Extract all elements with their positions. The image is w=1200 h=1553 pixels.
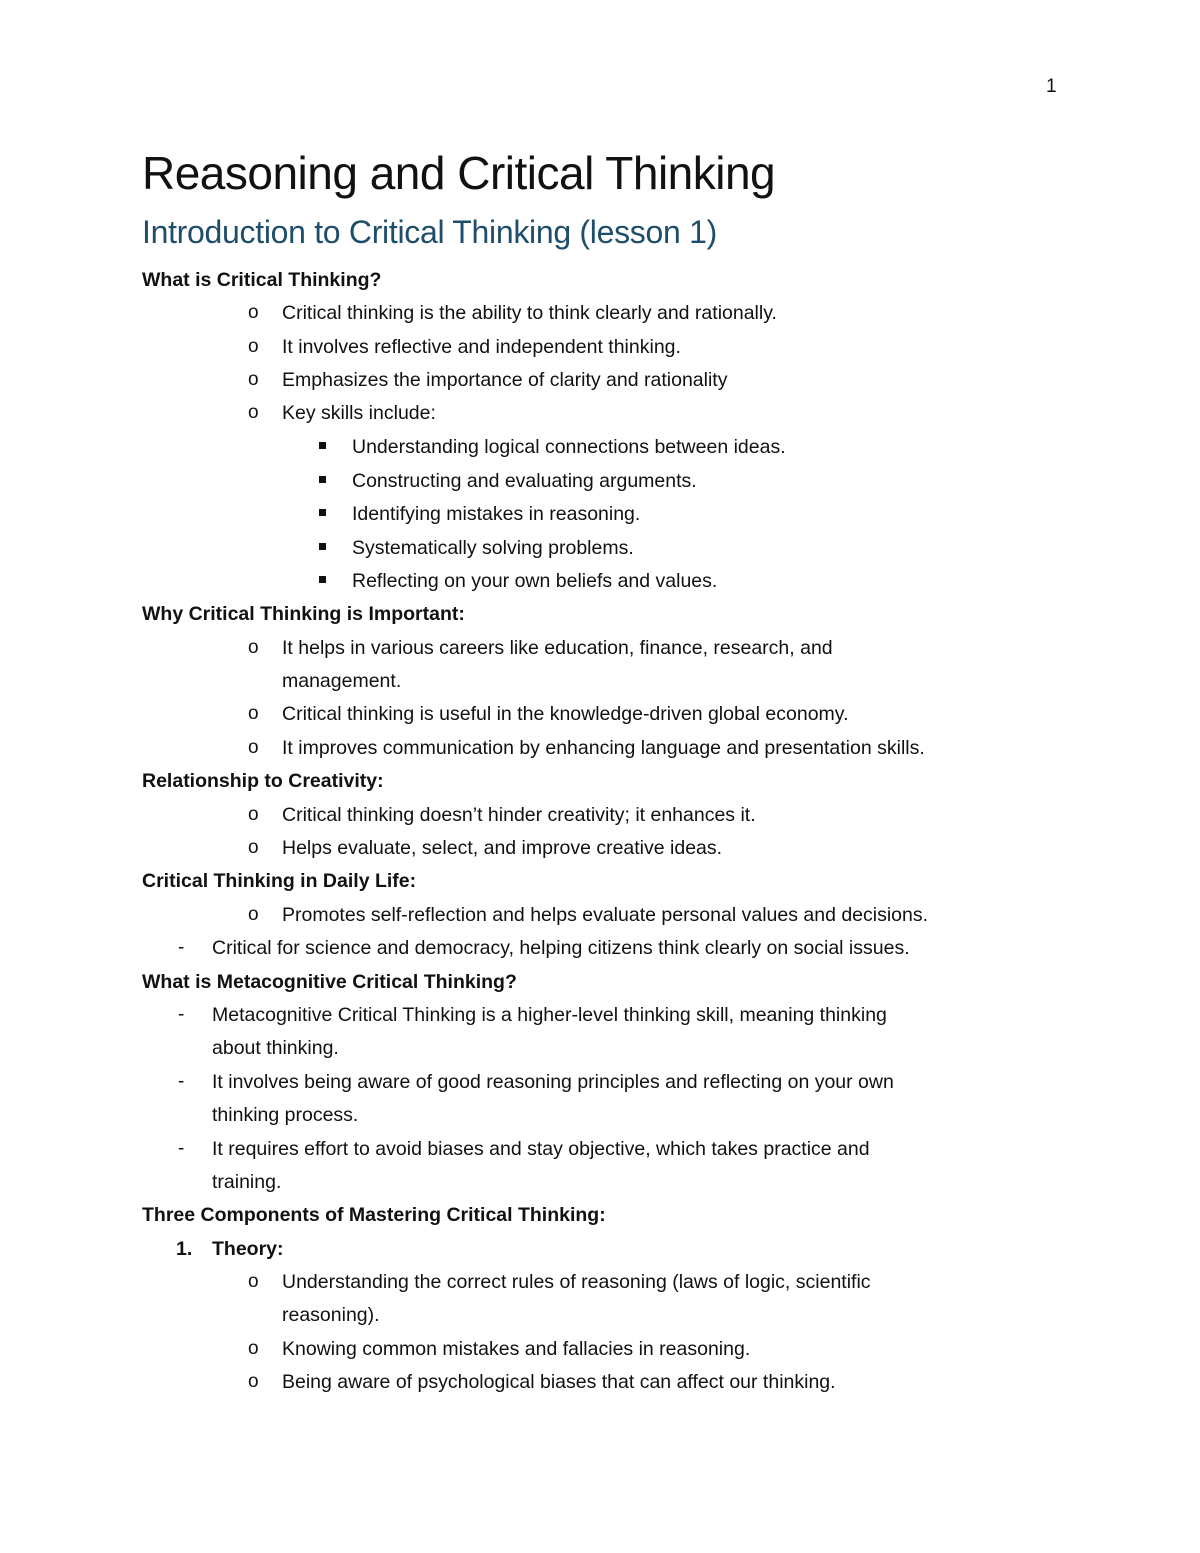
sub-list-item: Constructing and evaluating arguments.	[352, 470, 697, 492]
bullet-circle: o	[248, 637, 259, 658]
list-item: Metacognitive Critical Thinking is a higher-level thinking skill, meaning thinking	[212, 1004, 887, 1026]
bullet-circle: o	[248, 837, 259, 858]
list-item-continuation: about thinking.	[212, 1037, 339, 1059]
bullet-circle: o	[248, 1338, 259, 1359]
page-number: 1	[1046, 76, 1057, 97]
list-item: It involves being aware of good reasoning principles and reflecting on your own	[212, 1071, 894, 1093]
list-item-continuation: training.	[212, 1171, 282, 1193]
bullet-circle: o	[248, 904, 259, 925]
bullet-dash: -	[178, 1004, 185, 1025]
list-item: Critical thinking is useful in the knowledge-driven global economy.	[282, 703, 849, 725]
list-item: Helps evaluate, select, and improve creative ideas.	[282, 837, 723, 859]
list-item: Knowing common mistakes and fallacies in reasoning.	[282, 1338, 751, 1360]
sub-list-item: Identifying mistakes in reasoning.	[352, 503, 641, 525]
page-subtitle: Introduction to Critical Thinking (lesson 1)	[142, 214, 717, 250]
bullet-square-icon	[319, 576, 326, 583]
list-item-continuation: reasoning).	[282, 1304, 380, 1326]
list-item: Critical for science and democracy, helping citizens think clearly on social issues.	[212, 937, 910, 959]
bullet-circle: o	[248, 402, 259, 423]
section-heading-what-is: What is Critical Thinking?	[142, 269, 382, 291]
bullet-circle: o	[248, 1271, 259, 1292]
bullet-circle: o	[248, 804, 259, 825]
bullet-square-icon	[319, 442, 326, 449]
section-heading-why: Why Critical Thinking is Important:	[142, 603, 465, 625]
list-item: Emphasizes the importance of clarity and rationality	[282, 369, 728, 391]
section-heading-components: Three Components of Mastering Critical Thinking:	[142, 1204, 606, 1226]
bullet-circle: o	[248, 737, 259, 758]
list-item: Being aware of psychological biases that can affect our thinking.	[282, 1371, 836, 1393]
list-item: Critical thinking doesn’t hinder creativity; it enhances it.	[282, 804, 756, 826]
list-number: 1.	[176, 1238, 193, 1260]
list-item-continuation: thinking process.	[212, 1104, 359, 1126]
list-item: It involves reflective and independent thinking.	[282, 336, 681, 358]
list-item: Key skills include:	[282, 402, 436, 424]
bullet-square-icon	[319, 543, 326, 550]
bullet-circle: o	[248, 703, 259, 724]
section-heading-meta: What is Metacognitive Critical Thinking?	[142, 971, 517, 993]
section-heading-daily: Critical Thinking in Daily Life:	[142, 870, 417, 892]
list-item: Promotes self-reflection and helps evaluate personal values and decisions.	[282, 904, 929, 926]
bullet-circle: o	[248, 369, 259, 390]
sub-heading-theory: Theory:	[212, 1238, 284, 1260]
sub-list-item: Systematically solving problems.	[352, 537, 634, 559]
list-item: It helps in various careers like education, finance, research, and	[282, 637, 833, 659]
bullet-circle: o	[248, 302, 259, 323]
list-item: It requires effort to avoid biases and stay objective, which takes practice and	[212, 1138, 870, 1160]
bullet-dash: -	[178, 937, 185, 958]
bullet-square-icon	[319, 476, 326, 483]
list-item: It improves communication by enhancing language and presentation skills.	[282, 737, 925, 759]
sub-list-item: Reflecting on your own beliefs and values.	[352, 570, 718, 592]
list-item: Understanding the correct rules of reasoning (laws of logic, scientific	[282, 1271, 871, 1293]
page-title: Reasoning and Critical Thinking	[142, 147, 776, 199]
list-item-continuation: management.	[282, 670, 402, 692]
bullet-circle: o	[248, 1371, 259, 1392]
list-item: Critical thinking is the ability to think clearly and rationally.	[282, 302, 777, 324]
bullet-square-icon	[319, 509, 326, 516]
bullet-dash: -	[178, 1071, 185, 1092]
sub-list-item: Understanding logical connections between ideas.	[352, 436, 786, 458]
section-heading-creativity: Relationship to Creativity:	[142, 770, 384, 792]
bullet-dash: -	[178, 1138, 185, 1159]
bullet-circle: o	[248, 336, 259, 357]
